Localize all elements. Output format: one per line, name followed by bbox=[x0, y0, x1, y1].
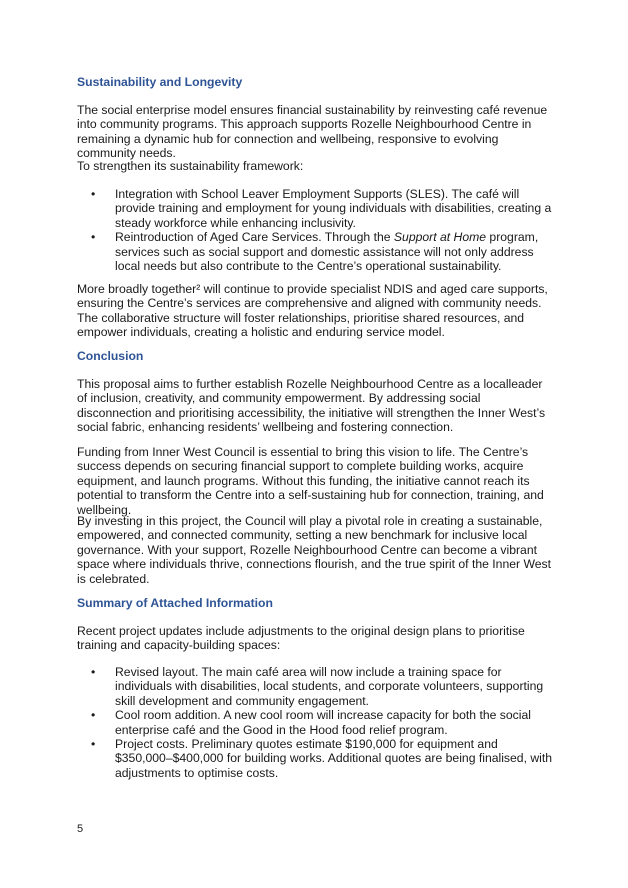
bullet-text-italic: Support at Home bbox=[393, 230, 487, 245]
bullet-item-revised-layout bbox=[77, 665, 555, 708]
bullet-glyph: • bbox=[91, 737, 96, 752]
bullet-glyph: • bbox=[91, 665, 96, 679]
sustainability-intro: The social enterprise model ensures financial sustainability by reinvesting café revenue into community programs. This approach supports Rozelle Neighbourhood Centre in remaining a dynamic hub for connection and wellbeing, responsive to evolving community needs. bbox=[77, 103, 548, 161]
conclusion-paragraph: By investing in this project, the Council will play a pivotal role in creating a sustainable, empowered, and connected community, setting a new benchmark for inclusive local governance. With your support, Rozelle Neighbourhood Centre can become a vibrant space where individuals thrive, connections flourish, and the true spirit of the Inner West is celebrated. bbox=[77, 514, 551, 586]
conclusion-paragraph: Funding from Inner West Council is essential to bring this vision to life. The Centre’s success depends on securing financial support to complete building works, acquire equipment, and launch programs. Without this funding, the initiative cannot reach its potential to transform the Centre into a self-sustaining hub for connection, training, and wellbeing. bbox=[77, 445, 544, 517]
page-number: 5 bbox=[77, 823, 84, 835]
bullet-text: Cool room addition. A new cool room will increase capacity for both the social enterprise café and the Good in the Hood food relief program. bbox=[115, 708, 531, 737]
conclusion-paragraph: This proposal aims to further establish Rozelle Neighbourhood Centre as a localleader of inclusion, creativity, and community empowerment. By addressing social disconnection and prioritising accessibility, the initiative will strengthen the Inner West’s social fabric, enhancing residents’ wellbeing and fostering connection. bbox=[77, 377, 546, 435]
heading-sustainability: Sustainability and Longevity bbox=[77, 75, 243, 89]
summary-intro: Recent project updates include adjustments to the original design plans to prioritise training and capacity-building spaces: bbox=[77, 624, 525, 653]
bullet-text: Integration with School Leaver Employment Supports (SLES). The café will provide training and employment for young individuals with disabilities, creating a steady workforce while enhancing inclusivity. bbox=[115, 187, 552, 230]
bullet-item-project-costs bbox=[77, 737, 555, 780]
heading-summary: Summary of Attached Information bbox=[77, 596, 273, 610]
bullet-item-sles bbox=[77, 187, 555, 230]
bullet-text: Revised layout. The main café area will now include a training space for individuals with disabilities, local students, and corporate volunteers, supporting skill development and community engagement. bbox=[115, 665, 544, 708]
sustainability-closing: More broadly together² will continue to provide specialist NDIS and aged care supports, ensuring the Centre’s services are comprehensive and aligned with community needs. The collaborative structure will foster relationships, prioritise shared resources, and empower individuals, creating a holistic and enduring service model. bbox=[77, 282, 548, 340]
bullet-glyph: • bbox=[91, 187, 96, 201]
bullet-glyph: • bbox=[91, 230, 96, 245]
bullet-text-before: Reintroduction of Aged Care Services. Through the bbox=[115, 230, 394, 245]
bullet-item-aged-care bbox=[77, 230, 555, 273]
bullet-text: Project costs. Preliminary quotes estimate $190,000 for equipment and $350,000–$400,000 for building works. Additional quotes are being finalised, with adjustments to optimise costs. bbox=[115, 737, 553, 780]
summary-bullet-list bbox=[77, 665, 555, 780]
sustainability-bullet-list bbox=[77, 187, 555, 273]
bullet-text-after: program, services such as social support and domestic assistance will not only address local needs but also contribute to the Centre’s operational sustainability. bbox=[115, 230, 539, 274]
bullet-glyph: • bbox=[91, 708, 96, 723]
sustainability-lead: To strengthen its sustainability framework: bbox=[77, 159, 304, 173]
heading-conclusion: Conclusion bbox=[77, 349, 144, 363]
bullet-item-cool-room bbox=[77, 708, 555, 737]
